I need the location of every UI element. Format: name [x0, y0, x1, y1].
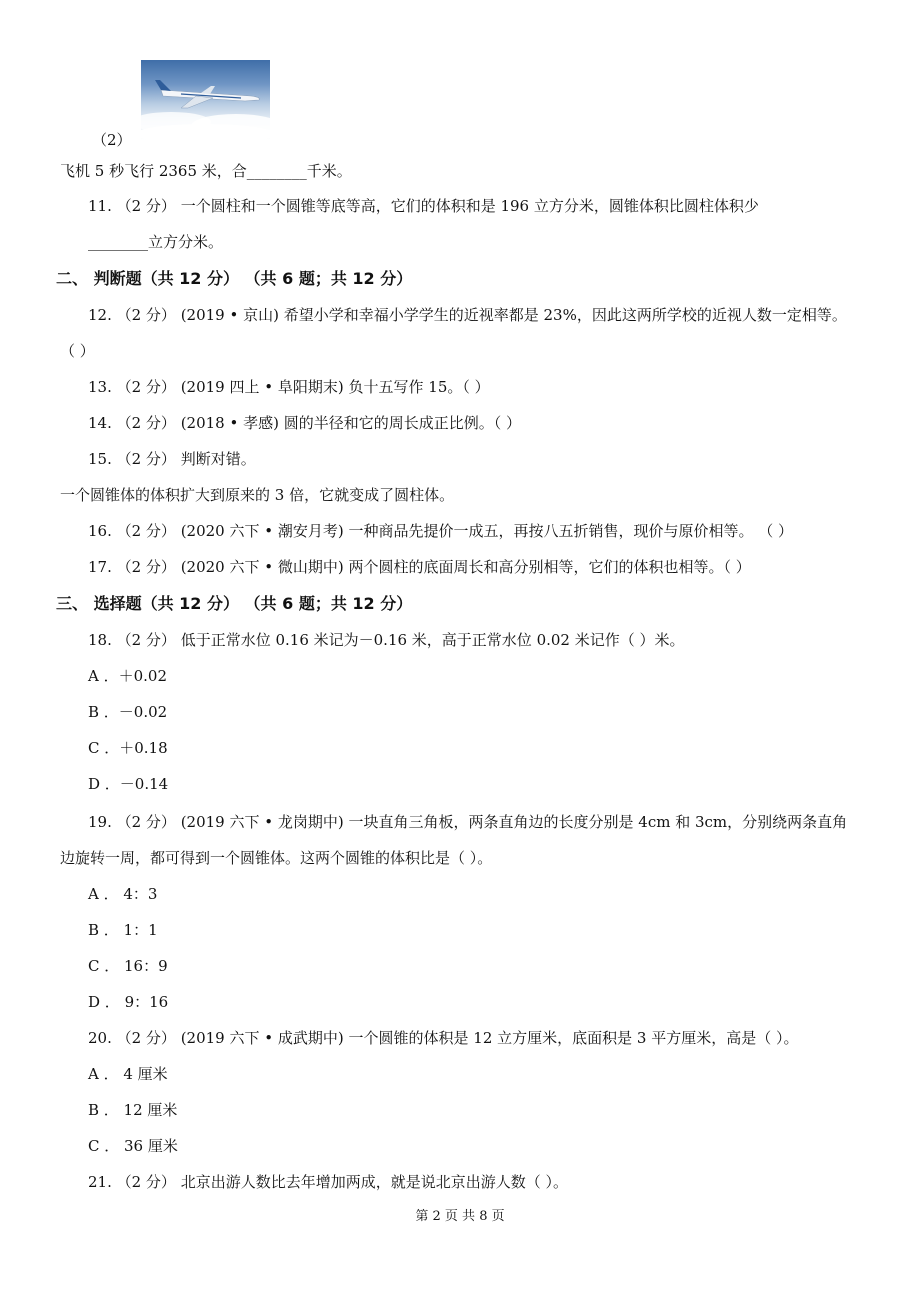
q10-sub-label: （2）	[92, 131, 132, 149]
q11-line2: ________立方分米。	[88, 233, 224, 251]
q18-option-a: A ．＋0.02	[88, 667, 167, 685]
q18-option-d: D ．－0.14	[88, 775, 169, 793]
q12-line1: 12. （2 分） (2019 • 京山) 希望小学和幸福小学学生的近视率都是 23%，因此这两所学校的近视人数一定相等。	[88, 306, 847, 324]
q10-sub-text: 飞机 5 秒飞行 2365 米，合________千米。	[60, 162, 352, 180]
q11-line1: 11. （2 分） 一个圆柱和一个圆锥等底等高，它们的体积和是 196 立方分米，圆锥体积比圆柱体积少	[88, 197, 759, 215]
section3-title: 三、 选择题（共 12 分） （共 6 题；共 12 分）	[56, 594, 413, 613]
q19-option-a: A ． 4：3	[88, 885, 158, 903]
q13: 13. （2 分） (2019 四上 • 阜阳期末) 负十五写作 15。（ ）	[88, 378, 490, 396]
q18: 18. （2 分） 低于正常水位 0.16 米记为－0.16 米，高于正常水位 0.02 米记作（ ）米。	[88, 631, 685, 649]
q20-option-a: A ． 4 厘米	[88, 1065, 168, 1083]
airplane-icon	[141, 60, 270, 140]
q14: 14. （2 分） (2018 • 孝感) 圆的半径和它的周长成正比例。（ ）	[88, 414, 522, 432]
q18-option-c: C ．＋0.18	[88, 739, 168, 757]
q20: 20. （2 分） (2019 六下 • 成武期中) 一个圆锥的体积是 12 立方厘米，底面积是 3 平方厘米，高是（ ）。	[88, 1029, 799, 1047]
q15-line1: 15. （2 分） 判断对错。	[88, 450, 256, 468]
q19-option-c: C ． 16：9	[88, 957, 168, 975]
page-footer: 第 2 页 共 8 页	[415, 1209, 505, 1224]
q19-option-b: B ． 1：1	[88, 921, 158, 939]
q20-option-b: B ． 12 厘米	[88, 1101, 178, 1119]
q17: 17. （2 分） (2020 六下 • 微山期中) 两个圆柱的底面周长和高分别相等，它们的体积也相等。（ ）	[88, 558, 751, 576]
q19-line1: 19. （2 分） (2019 六下 • 龙岗期中) 一块直角三角板，两条直角边的长度分别是 4cm 和 3cm，分别绕两条直角	[88, 813, 848, 831]
q21: 21. （2 分） 北京出游人数比去年增加两成，就是说北京出游人数（ ）。	[88, 1173, 568, 1191]
q19-line2: 边旋转一周，都可得到一个圆锥体。这两个圆锥的体积比是（ ）。	[60, 849, 493, 867]
q18-option-b: B ．－0.02	[88, 703, 168, 721]
airplane-photo	[141, 60, 270, 140]
q12-line2: （ ）	[60, 342, 95, 360]
q20-option-c: C ． 36 厘米	[88, 1137, 178, 1155]
section2-title: 二、 判断题（共 12 分） （共 6 题；共 12 分）	[56, 269, 413, 288]
q19-option-d: D ． 9：16	[88, 993, 169, 1011]
q16: 16. （2 分） (2020 六下 • 潮安月考) 一种商品先提价一成五，再按八五折销售，现价与原价相等。 （ ）	[88, 522, 794, 540]
q15-line2: 一个圆锥体的体积扩大到原来的 3 倍，它就变成了圆柱体。	[60, 486, 455, 504]
